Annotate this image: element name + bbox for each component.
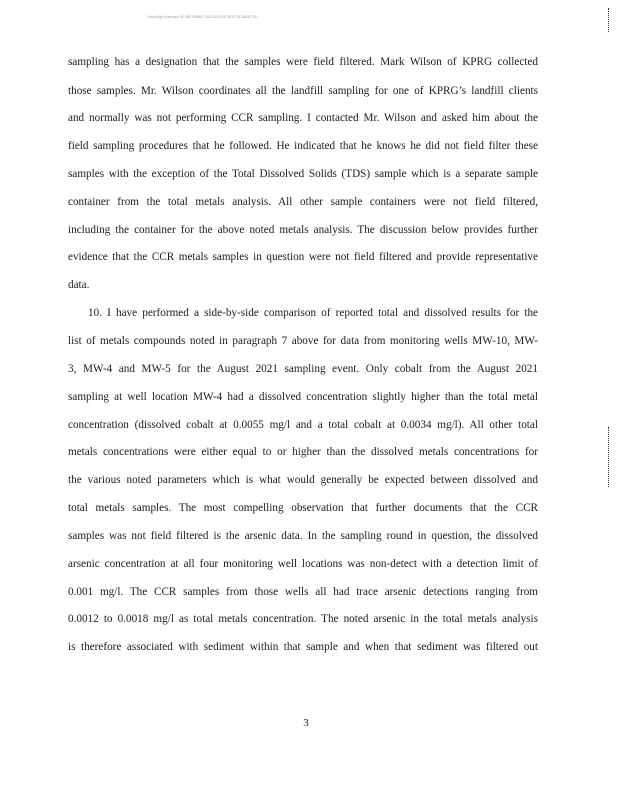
text-line: list of metals compounds noted in paragraph 7 above for data from monitoring wells MW-10, MW- (68, 335, 538, 347)
text-line: total metals samples. The most compelling observation that further documents that the CCR (68, 502, 538, 514)
text-line: 0.001 mg/l. The CCR samples from those wells all had trace arsenic detections ranging from (68, 586, 538, 598)
text-line: including the container for the above noted metals analysis. The discussion below provides further (68, 224, 538, 236)
text-line: evidence that the CCR metals samples in question were not field filtered and provide representative (68, 251, 538, 263)
paragraph-10-start: 10. I have performed a side-by-side comparison of reported total and dissolved results for the (88, 307, 538, 319)
text-line: concentration (dissolved cobalt at 0.0055 mg/l and a total cobalt at 0.0034 mg/l). All other total (68, 419, 538, 431)
text-line: and normally was not performing CCR sampling. I contacted Mr. Wilson and asked him about the (68, 112, 538, 124)
text-line: those samples. Mr. Wilson coordinates all the landfill sampling for one of KPRG’s landfill clients (68, 85, 538, 97)
text-line: samples was not field filtered is the arsenic data. In the sampling round in question, the dissolved (68, 530, 538, 542)
text-line: 3, MW-4 and MW-5 for the August 2021 sampling event. Only cobalt from the August 2021 (68, 363, 538, 375)
margin-mark-top (608, 8, 610, 32)
text-line: sampling has a designation that the samples were field filtered. Mark Wilson of KPRG collected (68, 56, 538, 68)
text-line: metals concentrations were either equal to or higher than the dissolved metals concentrations for (68, 446, 538, 458)
text-line: samples with the exception of the Total Dissolved Solids (TDS) sample which is a separate sample (68, 168, 538, 180)
text-line: field sampling procedures that he followed. He indicated that he knows he did not field filter these (68, 140, 538, 152)
margin-mark-middle (608, 427, 610, 487)
text-line: 0.0012 to 0.0018 mg/l as total metals concentration. The noted arsenic in the total metals analysis (68, 613, 538, 625)
text-line: the various noted parameters which is what would generally be expected between dissolved and (68, 474, 538, 486)
text-line: is therefore associated with sediment within that sample and when that sediment was filtered out (68, 641, 538, 653)
text-line: data. (68, 279, 90, 291)
text-line: container from the total metals analysis. All other sample containers were not field filtered, (68, 196, 538, 208)
text-line: arsenic concentration at all four monitoring well locations was non-detect with a detection limit of (68, 558, 538, 570)
page-number: 3 (303, 717, 309, 729)
docusign-envelope-id: DocuSign Envelope ID: 4BF2A5B5-C3C9-4E29-8F2D-0C5E1B9A7D41 (148, 15, 259, 19)
text-line: sampling at well location MW-4 had a dissolved concentration slightly higher than the total metal (68, 391, 538, 403)
